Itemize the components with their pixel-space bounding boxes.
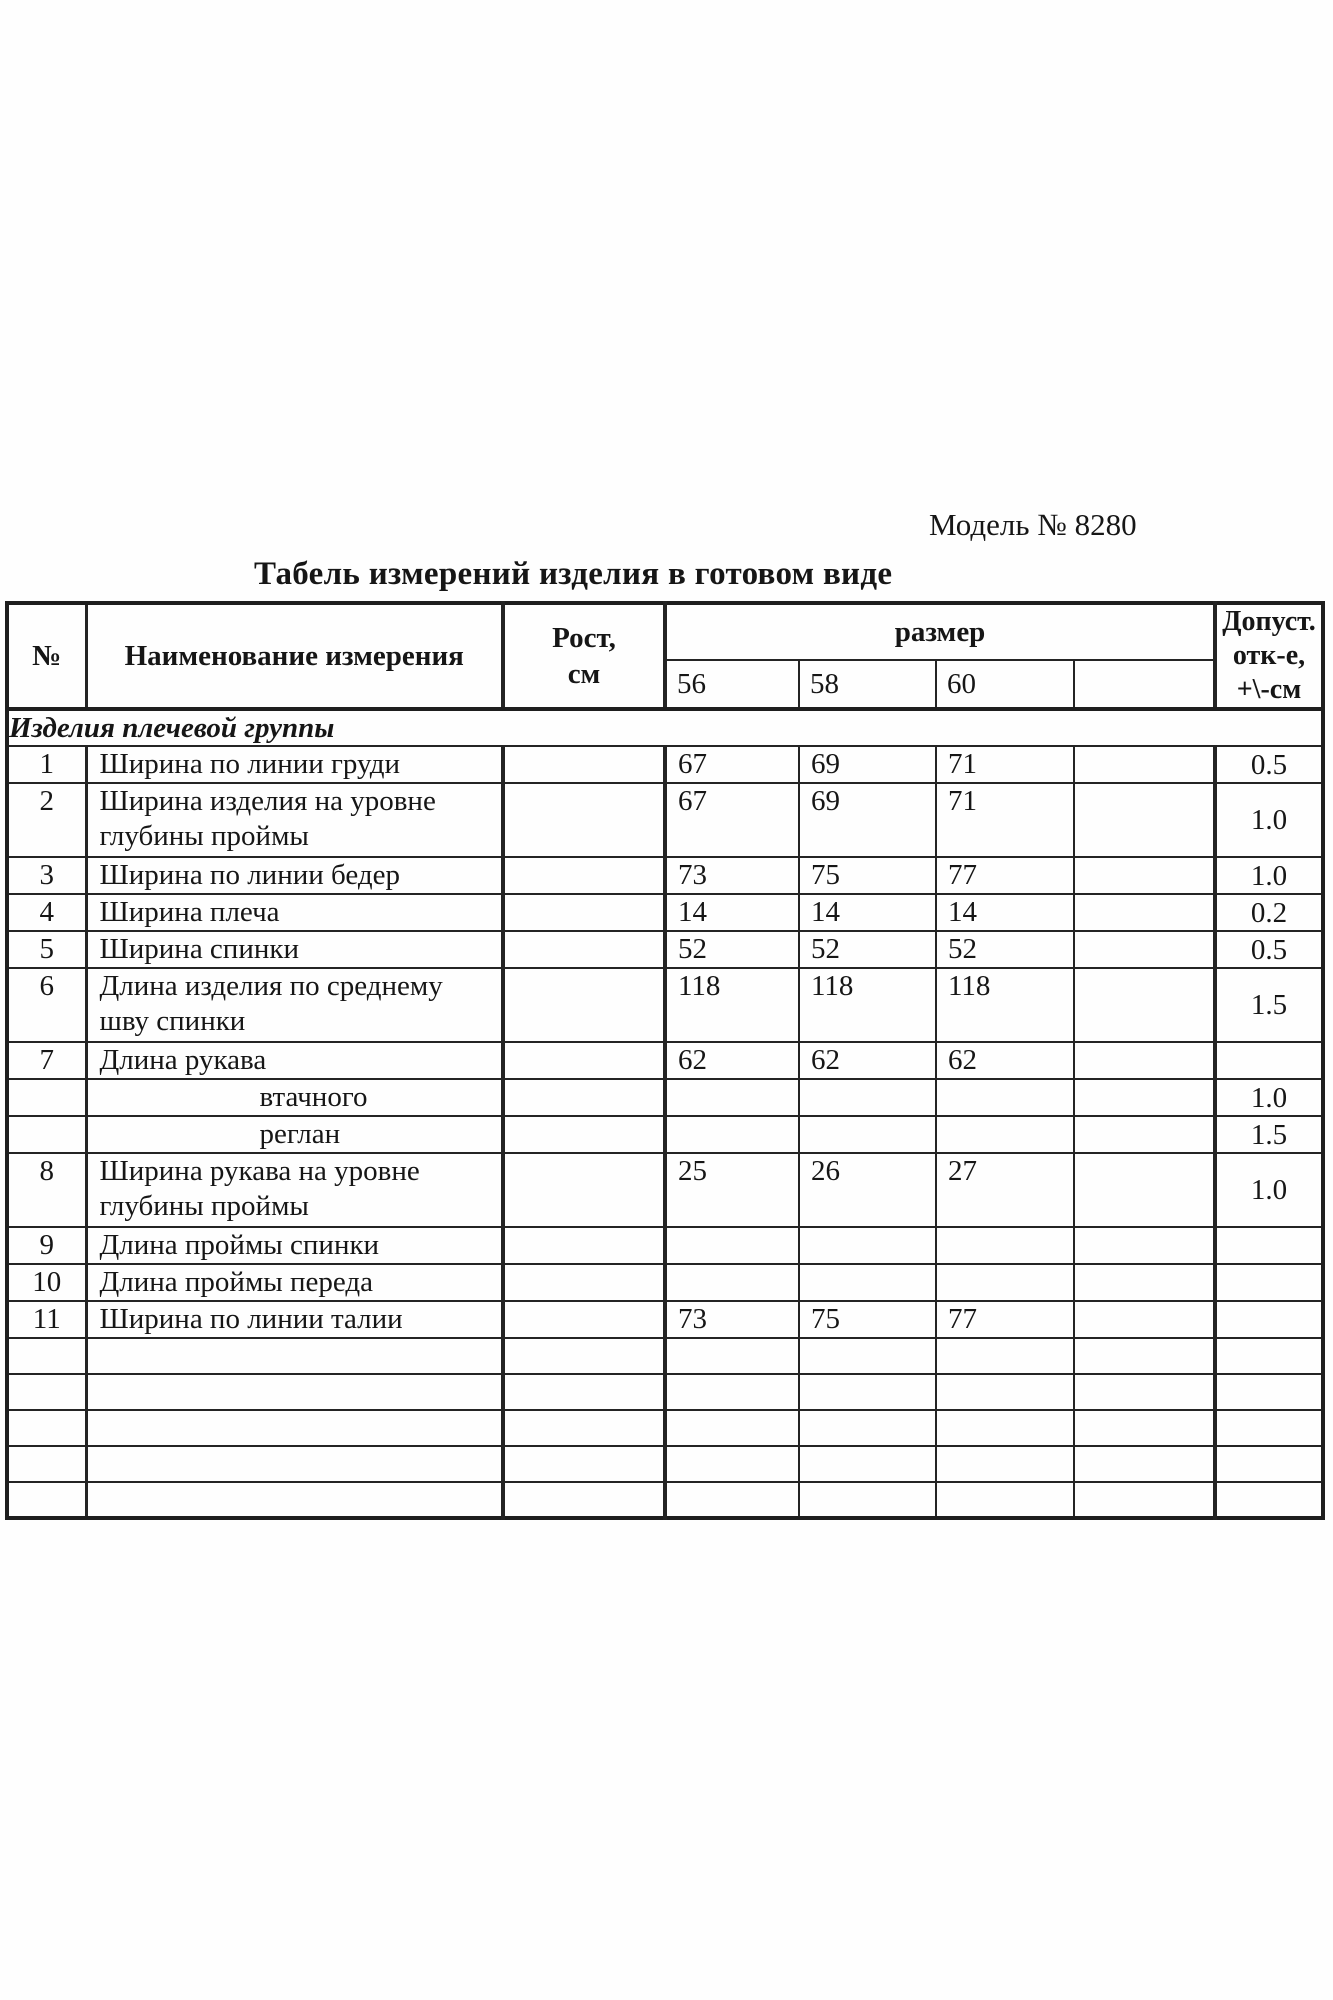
measurement-name-cell: [86, 1227, 503, 1264]
size-value-cell: [936, 1227, 1074, 1264]
header-size-56: 56: [665, 660, 799, 709]
measurement-name-line1: Ширина изделия на уровне: [99, 785, 436, 817]
measurement-name-cell: [86, 894, 503, 931]
size-value-cell: [665, 1264, 799, 1301]
size-value-cell: 73: [665, 1301, 799, 1338]
size-value-cell: [1074, 1410, 1215, 1446]
height-cell: [503, 1446, 665, 1482]
size-value-cell: [936, 1338, 1074, 1374]
size-value-cell: [936, 1116, 1074, 1153]
measurement-name-line2: шву спинки: [99, 1005, 246, 1037]
size-value-cell: [936, 1482, 1074, 1518]
tolerance-cell: [1215, 1482, 1323, 1518]
measurement-table: [5, 601, 1325, 1520]
size-value-cell: [936, 1264, 1074, 1301]
row-number-cell: 4: [7, 894, 86, 931]
measurement-name-line1: Ширина по линии груди: [99, 748, 400, 780]
measurement-name-cell: [86, 1153, 503, 1227]
size-value-cell: [799, 1338, 936, 1374]
height-cell: [503, 1042, 665, 1079]
row-number-cell: 9: [7, 1227, 86, 1264]
measurement-name-cell: [86, 1338, 503, 1374]
size-value-cell: 69: [799, 783, 936, 857]
table-row: [7, 1042, 1323, 1079]
size-value-cell: 62: [799, 1042, 936, 1079]
document-title: Табель измерений изделия в готовом виде: [254, 556, 893, 592]
row-number-cell: 6: [7, 968, 86, 1042]
row-number-cell: [7, 1482, 86, 1518]
row-number-cell: 11: [7, 1301, 86, 1338]
size-value-cell: [1074, 1116, 1215, 1153]
size-value-cell: 62: [665, 1042, 799, 1079]
tolerance-cell: [1215, 1301, 1323, 1338]
height-cell: [503, 1227, 665, 1264]
table-row: [7, 931, 1323, 968]
size-value-cell: [799, 1482, 936, 1518]
measurement-name-line2: глубины проймы: [99, 820, 309, 852]
measurement-name-cell: [86, 1079, 503, 1116]
size-value-cell: 27: [936, 1153, 1074, 1227]
row-number-cell: [7, 1374, 86, 1410]
size-value-cell: [1074, 1374, 1215, 1410]
height-cell: [503, 1482, 665, 1518]
size-value-cell: [936, 1374, 1074, 1410]
header-tolerance-line2: отк-е,: [1232, 640, 1306, 671]
table-row: [7, 1446, 1323, 1482]
row-number-cell: 8: [7, 1153, 86, 1227]
row-number-cell: 1: [7, 746, 86, 783]
tolerance-cell: 1.0: [1215, 857, 1323, 894]
measurement-name-cell: [86, 746, 503, 783]
tolerance-cell: 1.0: [1215, 783, 1323, 857]
tolerance-cell: [1215, 1338, 1323, 1374]
tolerance-cell: [1215, 1410, 1323, 1446]
table-row: [7, 1482, 1323, 1518]
size-value-cell: 14: [799, 894, 936, 931]
height-cell: [503, 746, 665, 783]
tolerance-cell: [1215, 1374, 1323, 1410]
size-value-cell: [799, 1446, 936, 1482]
size-value-cell: 14: [936, 894, 1074, 931]
measurement-name-cell: [86, 857, 503, 894]
header-size-60: 60: [936, 660, 1074, 709]
size-value-cell: [665, 1338, 799, 1374]
measurement-name-line1: Длина проймы переда: [99, 1266, 374, 1298]
header-size-blank: [1074, 660, 1215, 709]
measurement-name-line1: реглан: [259, 1118, 341, 1150]
table-row: [7, 783, 1323, 857]
row-number-cell: [7, 1410, 86, 1446]
size-value-cell: [1074, 968, 1215, 1042]
size-value-cell: 118: [665, 968, 799, 1042]
size-value-cell: [665, 1446, 799, 1482]
tolerance-cell: 1.5: [1215, 1116, 1323, 1153]
size-value-cell: [799, 1264, 936, 1301]
size-value-cell: [1074, 857, 1215, 894]
tolerance-cell: 1.0: [1215, 1153, 1323, 1227]
size-value-cell: 71: [936, 783, 1074, 857]
size-value-cell: 26: [799, 1153, 936, 1227]
tolerance-cell: [1215, 1264, 1323, 1301]
table-row: [7, 968, 1323, 1042]
table-row: [7, 1079, 1323, 1116]
tolerance-cell: [1215, 1227, 1323, 1264]
tolerance-cell: [1215, 1446, 1323, 1482]
height-cell: [503, 1264, 665, 1301]
row-number-cell: 7: [7, 1042, 86, 1079]
size-value-cell: 14: [665, 894, 799, 931]
table-row: [7, 746, 1323, 783]
size-value-cell: [799, 1410, 936, 1446]
table-row: [7, 1338, 1323, 1374]
size-value-cell: [1074, 1079, 1215, 1116]
size-value-cell: 75: [799, 1301, 936, 1338]
height-cell: [503, 857, 665, 894]
tolerance-cell: 0.5: [1215, 746, 1323, 783]
size-value-cell: 118: [936, 968, 1074, 1042]
size-value-cell: [1074, 746, 1215, 783]
size-value-cell: 52: [799, 931, 936, 968]
measurement-name-line1: Ширина рукава на уровне: [99, 1155, 420, 1187]
size-value-cell: [1074, 1153, 1215, 1227]
row-number-cell: [7, 1338, 86, 1374]
size-value-cell: 75: [799, 857, 936, 894]
table-row: [7, 1264, 1323, 1301]
size-value-cell: 52: [665, 931, 799, 968]
size-value-cell: 69: [799, 746, 936, 783]
size-value-cell: [799, 1374, 936, 1410]
height-cell: [503, 1338, 665, 1374]
size-value-cell: [1074, 1264, 1215, 1301]
measurement-name-cell: [86, 1116, 503, 1153]
size-value-cell: 77: [936, 857, 1074, 894]
measurement-name-cell: [86, 931, 503, 968]
row-number-cell: [7, 1446, 86, 1482]
measurement-name-line1: втачного: [259, 1081, 368, 1113]
size-value-cell: [1074, 1227, 1215, 1264]
size-value-cell: [665, 1116, 799, 1153]
header-tolerance-line1: Допуст.: [1222, 606, 1316, 637]
height-cell: [503, 1116, 665, 1153]
measurement-name-cell: [86, 783, 503, 857]
measurement-name-line1: Длина проймы спинки: [99, 1229, 380, 1261]
height-cell: [503, 783, 665, 857]
table-row: [7, 1374, 1323, 1410]
measurement-name-cell: [86, 1042, 503, 1079]
size-value-cell: [936, 1446, 1074, 1482]
table-row: [7, 1116, 1323, 1153]
measurement-name-cell: [86, 1446, 503, 1482]
measurement-name-cell: [86, 1482, 503, 1518]
header-height-column: [503, 603, 665, 709]
measurement-name-cell: [86, 1410, 503, 1446]
table-row: [7, 894, 1323, 931]
size-value-cell: [1074, 1301, 1215, 1338]
height-cell: [503, 894, 665, 931]
header-tolerance-column: [1215, 603, 1323, 709]
height-cell: [503, 1079, 665, 1116]
size-value-cell: 77: [936, 1301, 1074, 1338]
height-cell: [503, 1374, 665, 1410]
header-height-line1: Рост,: [552, 622, 616, 654]
height-cell: [503, 1301, 665, 1338]
size-value-cell: 73: [665, 857, 799, 894]
model-number-label: Модель № 8280: [929, 507, 1137, 542]
header-measurement-name-column: Наименование измерения: [86, 603, 503, 709]
size-value-cell: [665, 1410, 799, 1446]
measurement-name-cell: [86, 1301, 503, 1338]
tolerance-cell: 0.2: [1215, 894, 1323, 931]
height-cell: [503, 1410, 665, 1446]
size-value-cell: 52: [936, 931, 1074, 968]
table-row: [7, 1153, 1323, 1227]
size-value-cell: 67: [665, 783, 799, 857]
measurement-name-line1: Ширина спинки: [99, 933, 299, 965]
height-cell: [503, 968, 665, 1042]
size-value-cell: [1074, 931, 1215, 968]
table-row: [7, 1301, 1323, 1338]
row-number-cell: 5: [7, 931, 86, 968]
size-value-cell: [665, 1079, 799, 1116]
size-value-cell: [936, 1410, 1074, 1446]
row-number-cell: 2: [7, 783, 86, 857]
section-header-row: [7, 709, 1323, 746]
size-value-cell: [1074, 783, 1215, 857]
tolerance-cell: 0.5: [1215, 931, 1323, 968]
measurement-name-line1: Ширина плеча: [99, 896, 280, 928]
tolerance-cell: [1215, 1042, 1323, 1079]
row-number-cell: 3: [7, 857, 86, 894]
size-value-cell: 25: [665, 1153, 799, 1227]
size-value-cell: [665, 1482, 799, 1518]
size-value-cell: [1074, 1042, 1215, 1079]
tolerance-cell: 1.5: [1215, 968, 1323, 1042]
size-value-cell: [936, 1079, 1074, 1116]
size-value-cell: [799, 1079, 936, 1116]
header-tolerance-line3: +\-см: [1236, 674, 1302, 705]
measurement-name-line1: Ширина по линии бедер: [99, 859, 400, 891]
size-value-cell: [1074, 1482, 1215, 1518]
size-value-cell: [1074, 894, 1215, 931]
size-value-cell: [1074, 1446, 1215, 1482]
header-size-group: размер: [665, 603, 1215, 660]
header-number-column: №: [7, 603, 86, 709]
size-value-cell: 118: [799, 968, 936, 1042]
size-value-cell: [665, 1374, 799, 1410]
size-value-cell: 67: [665, 746, 799, 783]
measurement-name-line1: Длина рукава: [99, 1044, 267, 1076]
header-row-main: [7, 603, 1323, 660]
measurement-name-line1: Длина изделия по среднему: [99, 970, 443, 1002]
table-row: [7, 1227, 1323, 1264]
size-value-cell: [1074, 1338, 1215, 1374]
header-height-line2: см: [567, 658, 601, 690]
table-row: [7, 857, 1323, 894]
tolerance-cell: 1.0: [1215, 1079, 1323, 1116]
section-header-cell: Изделия плечевой группы: [7, 709, 1323, 746]
size-value-cell: [799, 1116, 936, 1153]
size-value-cell: [665, 1227, 799, 1264]
table-row: [7, 1410, 1323, 1446]
row-number-cell: [7, 1116, 86, 1153]
measurement-name-line1: Ширина по линии талии: [99, 1303, 403, 1335]
row-number-cell: 10: [7, 1264, 86, 1301]
size-value-cell: 62: [936, 1042, 1074, 1079]
height-cell: [503, 1153, 665, 1227]
header-size-58: 58: [799, 660, 936, 709]
height-cell: [503, 931, 665, 968]
measurement-name-cell: [86, 1374, 503, 1410]
size-value-cell: [799, 1227, 936, 1264]
measurement-name-cell: [86, 968, 503, 1042]
measurement-name-line2: глубины проймы: [99, 1190, 309, 1222]
measurement-name-cell: [86, 1264, 503, 1301]
row-number-cell: [7, 1079, 86, 1116]
size-value-cell: 71: [936, 746, 1074, 783]
